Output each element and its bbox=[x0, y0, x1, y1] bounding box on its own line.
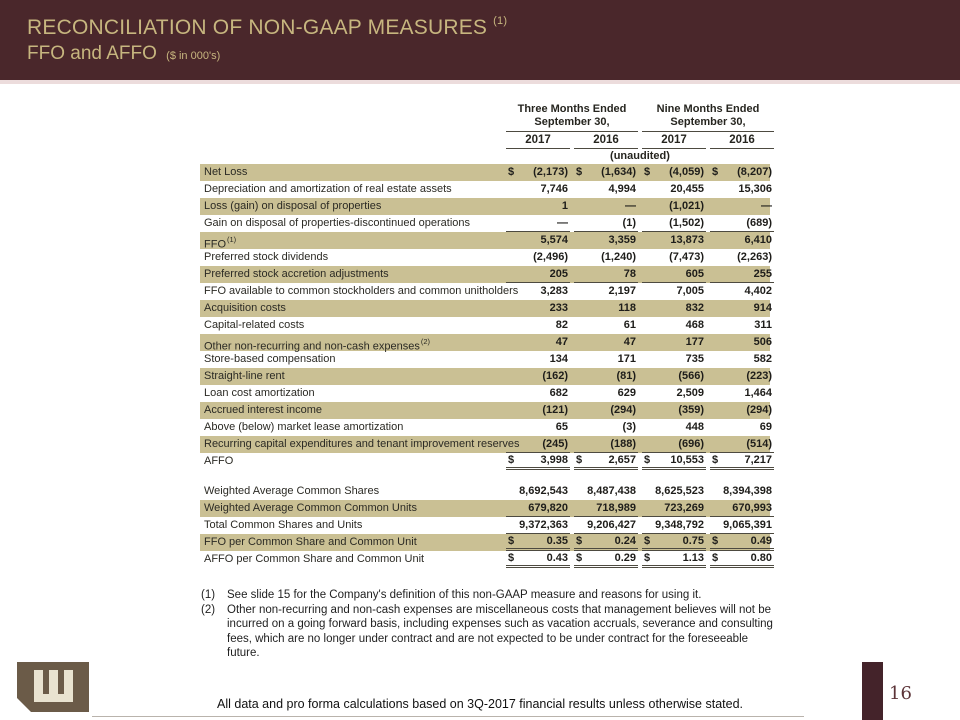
cell-value bbox=[574, 351, 638, 368]
footer-disclaimer: All data and pro forma calculations based on 3Q-2017 financial results unless otherwise stated. bbox=[217, 697, 743, 711]
cell-value bbox=[642, 436, 706, 453]
cell-number: 582 bbox=[753, 353, 772, 365]
table-row bbox=[200, 283, 770, 300]
year-header: 2016 bbox=[574, 132, 638, 149]
table-row bbox=[200, 232, 770, 249]
cell-number: 9,065,391 bbox=[723, 518, 772, 531]
cell-number: 78 bbox=[623, 267, 636, 280]
cell-value bbox=[710, 249, 774, 266]
table-year-headers bbox=[200, 132, 770, 149]
cell-number: — bbox=[625, 200, 636, 212]
page-number: 16 bbox=[889, 683, 912, 704]
table-row bbox=[200, 351, 770, 368]
cell-number: (514) bbox=[746, 437, 772, 450]
cell-value bbox=[506, 500, 570, 517]
slide-title-text: RECONCILIATION OF NON-GAAP MEASURES bbox=[27, 16, 488, 39]
header-band-strip bbox=[0, 80, 960, 84]
cell-value bbox=[710, 385, 774, 402]
cell-number: 1 bbox=[561, 200, 568, 212]
cell-value bbox=[710, 453, 774, 470]
cell-number: 0.24 bbox=[614, 534, 636, 547]
unaudited-label: (unaudited) bbox=[610, 150, 670, 162]
cell-number: (188) bbox=[610, 437, 636, 450]
page-accent-bar bbox=[862, 662, 883, 720]
cell-number: 0.80 bbox=[750, 551, 772, 564]
table-row bbox=[200, 249, 770, 266]
table-row bbox=[200, 436, 770, 453]
row-label: Weighted Average Common Shares bbox=[204, 485, 380, 497]
cell-number: 2,657 bbox=[608, 453, 636, 466]
year-header: 2017 bbox=[506, 132, 570, 149]
cell-number: 4,994 bbox=[608, 183, 636, 195]
cell-value bbox=[574, 402, 638, 419]
table-body-per-share bbox=[200, 483, 770, 568]
cell-value bbox=[710, 181, 774, 198]
cell-number: 0.75 bbox=[682, 534, 704, 547]
row-label: FFO$^{(1)}$ bbox=[204, 235, 237, 251]
cell-value bbox=[642, 500, 706, 517]
cell-value bbox=[710, 351, 774, 368]
table-row bbox=[200, 419, 770, 436]
footnote bbox=[201, 603, 779, 661]
currency-sign: $ bbox=[644, 453, 651, 466]
cell-value bbox=[574, 534, 638, 551]
cell-value bbox=[642, 517, 706, 534]
spacer bbox=[200, 132, 502, 149]
footnote bbox=[201, 588, 779, 603]
col-group-line1: Nine Months Ended bbox=[656, 103, 760, 115]
currency-sign: $ bbox=[508, 166, 515, 178]
cell-value bbox=[642, 164, 706, 181]
table-row bbox=[200, 368, 770, 385]
table-row bbox=[200, 551, 770, 568]
row-label: Acquisition costs bbox=[204, 302, 286, 314]
cell-value bbox=[710, 419, 774, 436]
cell-value bbox=[574, 517, 638, 534]
cell-number: 9,372,363 bbox=[519, 518, 568, 531]
row-label: Capital-related costs bbox=[204, 319, 305, 331]
row-label: AFFO bbox=[204, 455, 234, 467]
row-label: Above (below) market lease amortization bbox=[204, 421, 404, 433]
year-header: 2016 bbox=[710, 132, 774, 149]
cell-number: 6,410 bbox=[744, 234, 772, 246]
cell-number: (1,502) bbox=[669, 216, 704, 229]
cell-value bbox=[710, 232, 774, 249]
cell-number: 468 bbox=[685, 319, 704, 331]
cell-value bbox=[642, 351, 706, 368]
cell-value bbox=[506, 232, 570, 249]
cell-value bbox=[642, 215, 706, 232]
cell-value bbox=[506, 534, 570, 551]
cell-value bbox=[506, 402, 570, 419]
currency-sign: $ bbox=[712, 453, 719, 466]
table-row bbox=[200, 266, 770, 283]
row-label: Other non-recurring and non-cash expenses$^{(2)}$ bbox=[204, 337, 431, 353]
cell-value bbox=[574, 300, 638, 317]
cell-value bbox=[574, 198, 638, 215]
table-unaudited-row bbox=[200, 149, 770, 164]
cell-number: 2,197 bbox=[608, 285, 636, 297]
cell-number: 134 bbox=[549, 353, 568, 365]
cell-number: (689) bbox=[746, 216, 772, 229]
cell-value bbox=[710, 517, 774, 534]
cell-number: 82 bbox=[555, 319, 568, 331]
cell-value bbox=[506, 551, 570, 568]
cell-number: 61 bbox=[623, 319, 636, 331]
cell-number: (4,059) bbox=[669, 166, 704, 178]
cell-number: 7,746 bbox=[540, 183, 568, 195]
row-label: Weighted Average Common Common Units bbox=[204, 502, 417, 514]
cell-number: 1.13 bbox=[682, 551, 704, 564]
cell-number: 233 bbox=[549, 302, 568, 314]
col-group-line2: September 30, bbox=[670, 116, 746, 128]
cell-number: 679,820 bbox=[528, 501, 568, 514]
table-column-groups bbox=[200, 103, 770, 132]
cell-value bbox=[642, 283, 706, 300]
cell-value bbox=[642, 453, 706, 470]
row-label: Net Loss bbox=[204, 166, 248, 178]
cell-number: — bbox=[557, 216, 568, 229]
cell-number: 8,625,523 bbox=[655, 485, 704, 497]
cell-number: 69 bbox=[759, 421, 772, 433]
cell-value bbox=[642, 317, 706, 334]
cell-number: (1,021) bbox=[669, 200, 704, 212]
cell-value bbox=[710, 334, 774, 351]
cell-value bbox=[574, 368, 638, 385]
footer-rule bbox=[92, 716, 804, 717]
cell-number: 3,283 bbox=[540, 285, 568, 297]
row-label: FFO available to common stockholders and common unitholders bbox=[204, 285, 519, 297]
cell-value bbox=[710, 266, 774, 283]
cell-value bbox=[506, 300, 570, 317]
cell-value bbox=[710, 483, 774, 500]
row-label: Total Common Shares and Units bbox=[204, 519, 363, 531]
table-row bbox=[200, 215, 770, 232]
cell-number: 670,993 bbox=[732, 501, 772, 514]
currency-sign: $ bbox=[644, 551, 651, 564]
cell-value bbox=[506, 266, 570, 283]
cell-number: 13,873 bbox=[670, 234, 704, 246]
header-band bbox=[0, 0, 960, 80]
cell-number: 4,402 bbox=[744, 285, 772, 297]
cell-value bbox=[710, 551, 774, 568]
cell-number: (162) bbox=[542, 370, 568, 382]
slide-subtitle-text: FFO and AFFO bbox=[27, 43, 157, 64]
row-label: Gain on disposal of properties-discontinued operations bbox=[204, 217, 470, 229]
cell-value bbox=[642, 266, 706, 283]
table-row bbox=[200, 453, 770, 470]
cell-number: 15,306 bbox=[738, 183, 772, 195]
cell-number: 10,553 bbox=[670, 453, 704, 466]
cell-value bbox=[506, 351, 570, 368]
cell-value bbox=[642, 551, 706, 568]
currency-sign: $ bbox=[576, 534, 583, 547]
spacer bbox=[200, 103, 502, 132]
cell-value bbox=[574, 232, 638, 249]
cell-value bbox=[642, 300, 706, 317]
cell-number: 832 bbox=[685, 302, 704, 314]
cell-value bbox=[710, 500, 774, 517]
slide-title bbox=[27, 16, 507, 40]
row-label: Loan cost amortization bbox=[204, 387, 315, 399]
cell-number: 448 bbox=[685, 421, 704, 433]
cell-value bbox=[574, 500, 638, 517]
table-row bbox=[200, 164, 770, 181]
cell-number: 205 bbox=[549, 267, 568, 280]
cell-value bbox=[574, 181, 638, 198]
currency-sign: $ bbox=[508, 534, 515, 547]
row-label: Straight-line rent bbox=[204, 370, 285, 382]
cell-number: (81) bbox=[616, 370, 636, 382]
cell-number: 20,455 bbox=[670, 183, 704, 195]
cell-value bbox=[642, 368, 706, 385]
cell-value bbox=[642, 334, 706, 351]
cell-number: — bbox=[761, 200, 772, 212]
currency-sign: $ bbox=[644, 166, 651, 178]
cell-number: (245) bbox=[542, 437, 568, 450]
cell-number: 682 bbox=[549, 387, 568, 399]
cell-value bbox=[506, 419, 570, 436]
cell-number: (1,634) bbox=[601, 166, 636, 178]
cell-number: 255 bbox=[753, 267, 772, 280]
cell-value bbox=[574, 436, 638, 453]
row-label: Accrued interest income bbox=[204, 404, 322, 416]
currency-sign: $ bbox=[712, 166, 719, 178]
cell-value bbox=[574, 334, 638, 351]
cell-value bbox=[506, 181, 570, 198]
cell-number: (1,240) bbox=[601, 251, 636, 263]
cell-value bbox=[574, 249, 638, 266]
cell-number: (2,263) bbox=[737, 251, 772, 263]
cell-value bbox=[710, 436, 774, 453]
footnote-text: Other non-recurring and non-cash expenses are miscellaneous costs that management believes will not be incurred on a going forward basis, including expenses such as vacation accruals, severance and consulting fees, which are no longer under contract and are not expected to be under contract for the foreseeable future. bbox=[227, 603, 773, 659]
cell-value bbox=[710, 300, 774, 317]
cell-number: 311 bbox=[754, 319, 772, 331]
cell-number: 0.49 bbox=[750, 534, 772, 547]
year-header: 2017 bbox=[642, 132, 706, 149]
row-label: Store-based compensation bbox=[204, 353, 336, 365]
table-row bbox=[200, 334, 770, 351]
currency-sign: $ bbox=[712, 534, 719, 547]
cell-value bbox=[574, 483, 638, 500]
cell-number: 3,998 bbox=[540, 453, 568, 466]
cell-number: 723,269 bbox=[664, 501, 704, 514]
cell-value bbox=[506, 249, 570, 266]
cell-value bbox=[574, 215, 638, 232]
currency-sign: $ bbox=[508, 551, 515, 564]
cell-number: 0.29 bbox=[614, 551, 636, 564]
cell-number: (2,173) bbox=[533, 166, 568, 178]
spacer bbox=[200, 149, 502, 164]
cell-number: 171 bbox=[617, 353, 636, 365]
currency-sign: $ bbox=[508, 453, 515, 466]
table-row bbox=[200, 385, 770, 402]
cell-value bbox=[574, 419, 638, 436]
cell-number: 47 bbox=[555, 336, 568, 348]
cell-number: (8,207) bbox=[737, 166, 772, 178]
cell-number: (7,473) bbox=[669, 251, 704, 263]
cell-number: 7,005 bbox=[676, 285, 704, 297]
cell-value bbox=[506, 334, 570, 351]
cell-value bbox=[642, 534, 706, 551]
cell-number: 914 bbox=[753, 302, 772, 314]
cell-value bbox=[506, 164, 570, 181]
row-label: FFO per Common Share and Common Unit bbox=[204, 536, 417, 548]
table-row bbox=[200, 317, 770, 334]
cell-value bbox=[574, 551, 638, 568]
cell-value bbox=[710, 215, 774, 232]
reconciliation-table bbox=[200, 103, 770, 568]
cell-number: 718,989 bbox=[596, 501, 636, 514]
slide-subtitle-units: ($ in 000's) bbox=[166, 50, 221, 62]
cell-number: (223) bbox=[746, 370, 772, 382]
cell-number: 1,464 bbox=[744, 387, 772, 399]
cell-number: 0.35 bbox=[546, 534, 568, 547]
cell-value bbox=[506, 368, 570, 385]
cell-number: 8,692,543 bbox=[519, 485, 568, 497]
currency-sign: $ bbox=[712, 551, 719, 564]
cell-value bbox=[710, 198, 774, 215]
cell-value bbox=[710, 317, 774, 334]
cell-value bbox=[642, 249, 706, 266]
row-label: Preferred stock dividends bbox=[204, 251, 329, 263]
cell-number: (1) bbox=[622, 216, 636, 229]
footnotes bbox=[201, 588, 779, 661]
cell-value bbox=[506, 215, 570, 232]
col-group-nine-months bbox=[642, 103, 774, 132]
cell-number: 9,206,427 bbox=[587, 518, 636, 531]
footnote-number: (1) bbox=[201, 589, 216, 601]
cell-number: 177 bbox=[685, 336, 704, 348]
cell-value bbox=[642, 483, 706, 500]
cell-value bbox=[710, 402, 774, 419]
cell-number: 47 bbox=[623, 336, 636, 348]
cell-number: 9,348,792 bbox=[655, 518, 704, 531]
cell-number: 0.43 bbox=[546, 551, 568, 564]
cell-value bbox=[506, 385, 570, 402]
cell-number: (3) bbox=[622, 421, 636, 433]
currency-sign: $ bbox=[576, 453, 583, 466]
currency-sign: $ bbox=[576, 551, 583, 564]
cell-number: 506 bbox=[753, 336, 772, 348]
cell-value bbox=[710, 164, 774, 181]
table-row bbox=[200, 300, 770, 317]
col-group-three-months bbox=[506, 103, 638, 132]
cell-number: 2,509 bbox=[676, 387, 704, 399]
row-label: Loss (gain) on disposal of properties bbox=[204, 200, 382, 212]
cell-value bbox=[710, 534, 774, 551]
currency-sign: $ bbox=[644, 534, 651, 547]
cell-value bbox=[506, 317, 570, 334]
cell-number: (121) bbox=[542, 404, 568, 416]
cell-value bbox=[710, 368, 774, 385]
cell-value bbox=[506, 453, 570, 470]
cell-number: (696) bbox=[678, 437, 704, 450]
cell-value bbox=[642, 181, 706, 198]
cell-number: (359) bbox=[678, 404, 704, 416]
cell-number: 8,394,398 bbox=[723, 485, 772, 497]
cell-value bbox=[506, 283, 570, 300]
cell-value bbox=[710, 283, 774, 300]
cell-number: 8,487,438 bbox=[587, 485, 636, 497]
col-group-line1: Three Months Ended bbox=[517, 103, 627, 115]
slide-subtitle bbox=[27, 43, 220, 65]
cell-value bbox=[506, 517, 570, 534]
cell-number: (294) bbox=[610, 404, 636, 416]
col-group-line2: September 30, bbox=[534, 116, 610, 128]
company-w-logo-icon bbox=[17, 662, 89, 712]
row-footnote-ref: (2) bbox=[420, 337, 431, 346]
row-label: AFFO per Common Share and Common Unit bbox=[204, 553, 425, 565]
cell-number: 7,217 bbox=[744, 453, 772, 466]
cell-value bbox=[574, 385, 638, 402]
cell-value bbox=[506, 198, 570, 215]
cell-number: 605 bbox=[685, 267, 704, 280]
table-row bbox=[200, 198, 770, 215]
row-footnote-ref: (1) bbox=[227, 235, 237, 244]
currency-sign: $ bbox=[576, 166, 583, 178]
cell-number: 65 bbox=[555, 421, 568, 433]
row-label: Depreciation and amortization of real estate assets bbox=[204, 183, 452, 195]
cell-value bbox=[506, 436, 570, 453]
cell-value bbox=[574, 317, 638, 334]
cell-number: (566) bbox=[678, 370, 704, 382]
table-row bbox=[200, 402, 770, 419]
cell-number: 118 bbox=[618, 302, 636, 314]
cell-number: 735 bbox=[685, 353, 704, 365]
cell-value bbox=[642, 198, 706, 215]
cell-value bbox=[574, 283, 638, 300]
cell-number: 3,359 bbox=[608, 234, 636, 246]
cell-value bbox=[642, 232, 706, 249]
table-row bbox=[200, 483, 770, 500]
footnote-text: See slide 15 for the Company's definition of this non-GAAP measure and reasons for using it. bbox=[227, 589, 702, 601]
row-label: Preferred stock accretion adjustments bbox=[204, 268, 389, 280]
cell-value bbox=[642, 385, 706, 402]
cell-number: 629 bbox=[617, 387, 636, 399]
table-row bbox=[200, 534, 770, 551]
cell-number: (2,496) bbox=[533, 251, 568, 263]
cell-value bbox=[506, 483, 570, 500]
table-row bbox=[200, 500, 770, 517]
cell-number: (294) bbox=[746, 404, 772, 416]
row-label: Recurring capital expenditures and tenant improvement reserves bbox=[204, 438, 520, 450]
cell-value bbox=[574, 453, 638, 470]
footnote-number: (2) bbox=[201, 603, 216, 616]
cell-value bbox=[642, 402, 706, 419]
slide-title-footnote-ref: (1) bbox=[493, 15, 508, 27]
table-row bbox=[200, 517, 770, 534]
cell-value bbox=[574, 266, 638, 283]
table-body-reconciliation bbox=[200, 164, 770, 470]
cell-number: 5,574 bbox=[540, 234, 568, 246]
cell-value bbox=[574, 164, 638, 181]
table-row bbox=[200, 181, 770, 198]
cell-value bbox=[642, 419, 706, 436]
